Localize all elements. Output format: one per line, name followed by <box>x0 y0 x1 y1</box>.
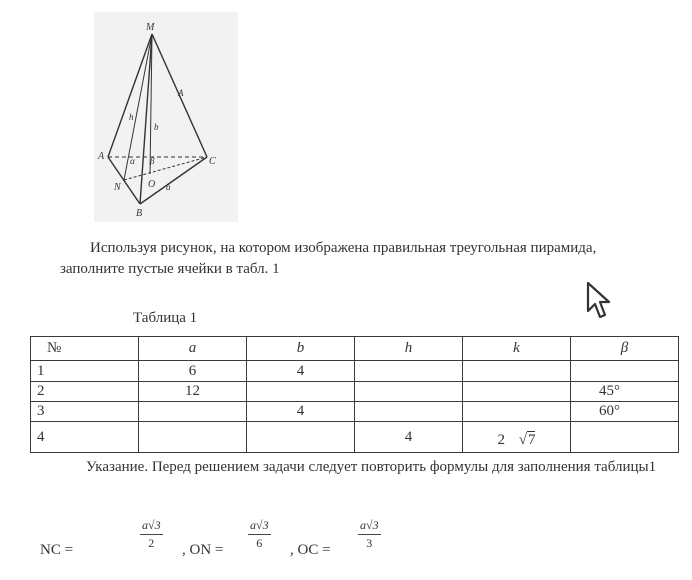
table-cell <box>571 422 679 453</box>
formula-nc-label: NC = <box>40 542 74 558</box>
data-table <box>30 336 678 453</box>
fraction-bar <box>358 534 381 535</box>
formulas <box>40 512 460 572</box>
k-radicand: 7 <box>527 431 536 448</box>
table-row <box>31 381 679 401</box>
table-cell: 4 <box>247 361 355 381</box>
label-k: A <box>178 88 184 98</box>
label-h: h <box>129 112 134 122</box>
header-beta: β <box>571 337 679 361</box>
formula-oc-denominator: 3 <box>366 536 373 550</box>
label-a: A <box>98 151 105 162</box>
task-text: Используя рисунок, на котором изображена правильная треугольная пирамида, заполните пустые ячейки в табл. 1 <box>60 240 597 277</box>
table-cell <box>247 422 355 453</box>
label-m: M <box>146 22 155 33</box>
label-n: N <box>114 182 121 193</box>
formula-nc-fraction <box>140 518 163 551</box>
header-h: h <box>355 337 463 361</box>
fraction-bar <box>140 534 163 535</box>
label-a-edge: a <box>166 182 171 192</box>
pyramid-figure <box>94 12 238 222</box>
formula-on-denominator: 6 <box>256 536 263 550</box>
table-cell: 2 <box>31 381 139 401</box>
label-beta: β <box>150 156 155 166</box>
table-cell: 4 <box>247 402 355 422</box>
header-a: a <box>139 337 247 361</box>
table-cell <box>355 402 463 422</box>
header-k: k <box>463 337 571 361</box>
table-cell <box>571 361 679 381</box>
table-cell <box>463 402 571 422</box>
mouse-pointer-icon <box>586 281 612 321</box>
table-cell <box>463 361 571 381</box>
formula-on-fraction <box>248 518 271 551</box>
sqrt-icon: √ <box>518 431 527 448</box>
table-cell <box>139 422 247 453</box>
table-row <box>31 361 679 381</box>
table-cell: 6 <box>139 361 247 381</box>
formula-oc-numerator: a√3 <box>360 518 379 532</box>
table-cell: 12 <box>139 381 247 401</box>
formula-on-numerator: a√3 <box>250 518 269 532</box>
table-cell: 60° <box>571 402 679 422</box>
table-cell: 3 <box>31 402 139 422</box>
formula-nc-denominator: 2 <box>148 536 155 550</box>
table-header-row <box>31 337 679 361</box>
table-row <box>31 422 679 453</box>
header-number: № <box>31 337 139 361</box>
hint-text: Указание. Перед решением задачи следует повторить формулы для заполнения таблицы1 <box>86 459 657 475</box>
table-cell <box>247 381 355 401</box>
table-cell: 4 <box>31 422 139 453</box>
formula-oc-fraction <box>358 518 381 551</box>
label-b-edge: b <box>154 122 159 132</box>
table-cell <box>139 402 247 422</box>
label-c: C <box>209 156 216 167</box>
table-cell <box>355 381 463 401</box>
table-cell <box>463 381 571 401</box>
table-cell: 45° <box>571 381 679 401</box>
formula-oc-label: , OC = <box>290 542 331 558</box>
label-alpha: α <box>130 156 135 166</box>
table-cell: 4 <box>355 422 463 453</box>
k-coefficient: 2 <box>497 431 505 448</box>
label-b: B <box>136 208 143 219</box>
header-b: b <box>247 337 355 361</box>
formula-on-label: , ON = <box>182 542 224 558</box>
table-row <box>31 402 679 422</box>
label-o: O <box>148 179 156 190</box>
fraction-bar <box>248 534 271 535</box>
table-caption: Таблица 1 <box>133 310 198 326</box>
table-cell-k-radical <box>463 422 571 453</box>
formula-nc-numerator: a√3 <box>142 518 161 532</box>
table-cell: 1 <box>31 361 139 381</box>
table-cell <box>355 361 463 381</box>
